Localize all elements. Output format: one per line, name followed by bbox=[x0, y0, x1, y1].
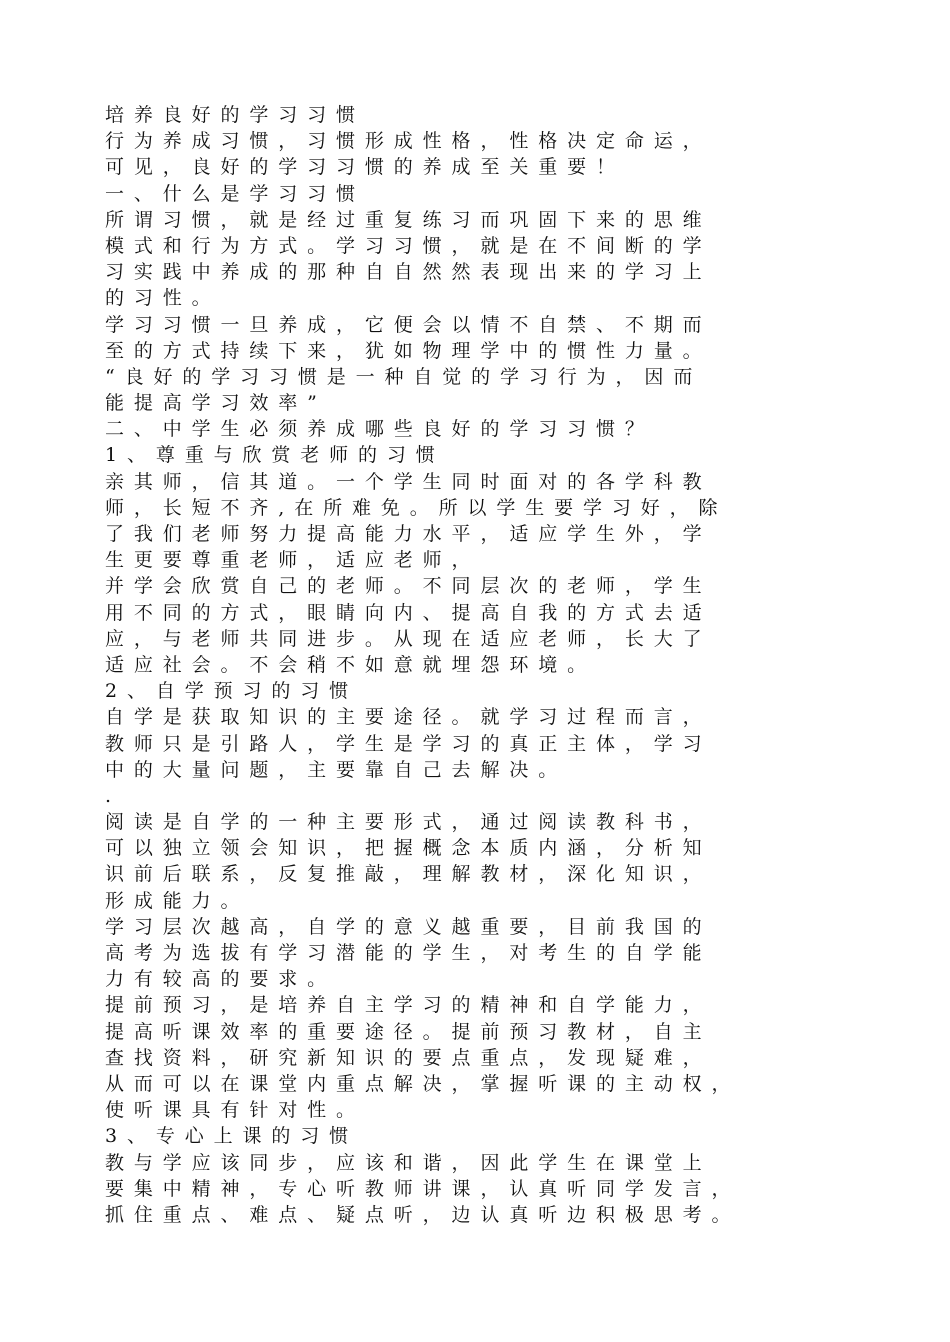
text-line: 生更要尊重老师，适应老师， bbox=[105, 549, 481, 572]
text-line: 中的大量问题，主要靠自己去解决。 bbox=[105, 758, 568, 781]
text-line: 师，长短不齐,在所难免。所以学生要学习好，除 bbox=[105, 496, 728, 519]
text-line: 用不同的方式，眼睛向内、提高自我的方式去适 bbox=[105, 601, 712, 624]
text-line: 应，与老师共同进步。从现在适应老师，长大了 bbox=[105, 627, 712, 650]
document-title: 培养良好的学习习惯 bbox=[105, 104, 365, 126]
text-line: 要集中精神，专心听教师讲课，认真听同学发言， bbox=[105, 1177, 741, 1200]
text-line: 的习性。 bbox=[105, 287, 221, 310]
section-heading: 二、中学生必须养成哪些良好的学习习惯？ bbox=[105, 418, 654, 441]
text-line: 教师只是引路人，学生是学习的真正主体，学习 bbox=[105, 732, 712, 755]
document-body bbox=[105, 102, 865, 1228]
text-line: 自学是获取知识的主要途径。就学习过程而言， bbox=[105, 706, 712, 729]
text-line: 阅读是自学的一种主要形式，通过阅读教科书， bbox=[105, 811, 712, 834]
text-line: . bbox=[105, 784, 121, 807]
text-line: 亲其师，信其道。一个学生同时面对的各学科教 bbox=[105, 470, 712, 493]
text-line: 并学会欣赏自己的老师。不同层次的老师，学生 bbox=[105, 575, 712, 598]
subsection-heading: 3、专心上课的习惯 bbox=[105, 1125, 359, 1148]
text-line: 习实践中养成的那种自自然然表现出来的学习上 bbox=[105, 261, 712, 284]
text-line: 学习习惯一旦养成，它便会以情不自禁、不期而 bbox=[105, 313, 712, 336]
text-line: 可见，良好的学习习惯的养成至关重要！ bbox=[105, 156, 625, 179]
text-line: 能提高学习效率” bbox=[105, 392, 327, 415]
text-line: 了我们老师努力提高能力水平，适应学生外，学 bbox=[105, 523, 712, 545]
text-line: 查找资料，研究新知识的要点重点，发现疑难， bbox=[105, 1046, 712, 1069]
text-line: 抓住重点、难点、疑点听，边认真听边积极思考。 bbox=[105, 1203, 741, 1226]
text-line: 行为养成习惯，习惯形成性格，性格决定命运， bbox=[105, 130, 712, 153]
text-line: 提高听课效率的重要途径。提前预习教材，自主 bbox=[105, 1020, 712, 1043]
text-line: 可以独立领会知识，把握概念本质内涵，分析知 bbox=[105, 837, 712, 860]
text-line: 教与学应该同步，应该和谐，因此学生在课堂上 bbox=[105, 1151, 712, 1174]
text-line: 模式和行为方式。学习习惯，就是在不间断的学 bbox=[105, 234, 712, 257]
text-line: 识前后联系，反复推敲，理解教材，深化知识， bbox=[105, 863, 712, 886]
text-line: 学习层次越高，自学的意义越重要，目前我国的 bbox=[105, 915, 712, 938]
text-line: 从而可以在课堂内重点解决，掌握听课的主动权， bbox=[105, 1072, 741, 1095]
text-line: 适应社会。不会稍不如意就埋怨环境。 bbox=[105, 653, 596, 676]
text-line: 形成能力。 bbox=[105, 889, 250, 912]
text-line: 力有较高的要求。 bbox=[105, 968, 337, 991]
subsection-heading: 1、尊重与欣赏老师的习惯 bbox=[105, 444, 445, 467]
section-heading: 一、什么是学习习惯 bbox=[105, 182, 365, 205]
text-line: 所谓习惯，就是经过重复练习而巩固下来的思维 bbox=[105, 208, 712, 231]
subsection-heading: 2、自学预习的习惯 bbox=[105, 680, 359, 703]
text-line: 高考为选拔有学习潜能的学生，对考生的自学能 bbox=[105, 942, 712, 964]
text-line: 至的方式持续下来，犹如物理学中的惯性力量。 bbox=[105, 339, 712, 362]
text-line: 提前预习，是培养自主学习的精神和自学能力， bbox=[105, 994, 712, 1017]
text-line: 使听课具有针对性。 bbox=[105, 1099, 365, 1122]
text-line: “良好的学习习惯是一种自觉的学习行为，因而 bbox=[105, 365, 703, 388]
